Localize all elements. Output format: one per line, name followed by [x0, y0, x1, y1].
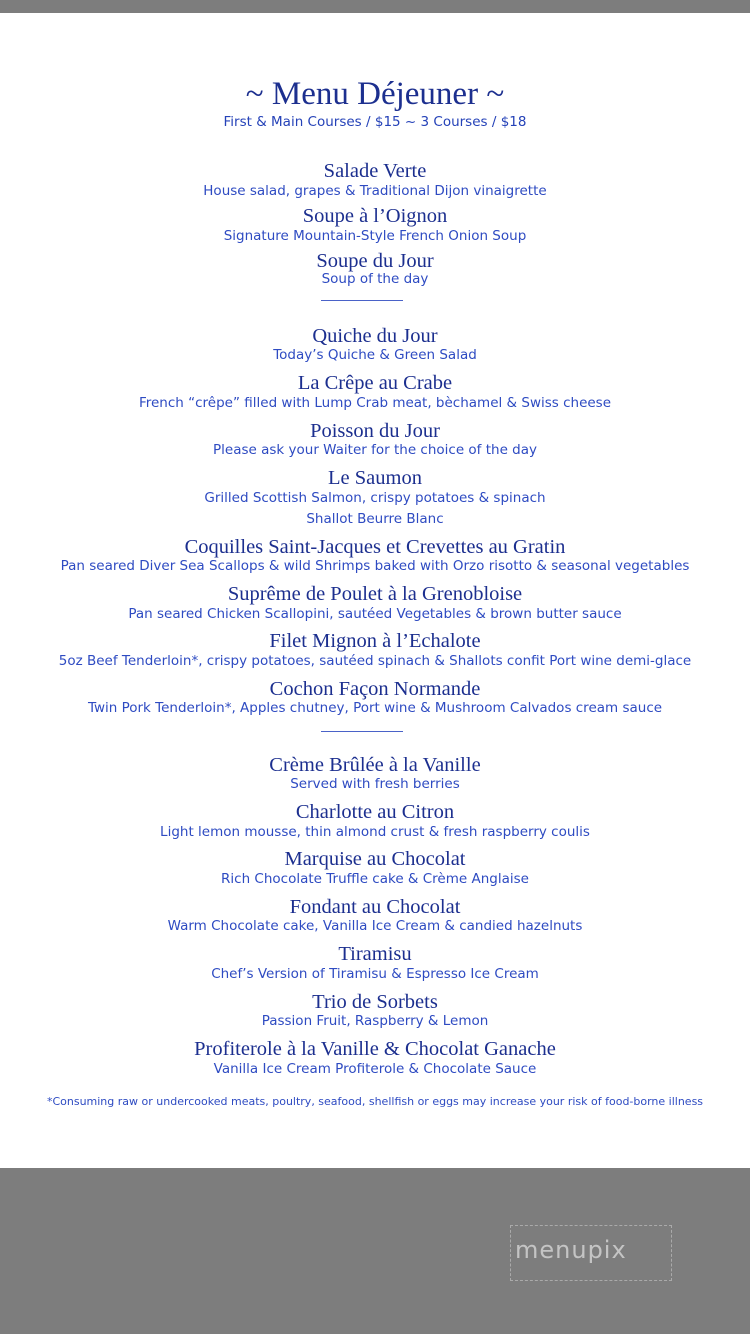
top-bar: [0, 0, 750, 13]
dish-description: Today’s Quiche & Green Salad: [273, 347, 477, 363]
dish-name: Le Saumon: [328, 467, 422, 489]
dish-name: Poisson du Jour: [310, 420, 440, 442]
dish-name: Quiche du Jour: [312, 325, 438, 347]
dish-description: Grilled Scottish Salmon, crispy potatoes & spinach: [204, 490, 546, 506]
dish-description: Soup of the day: [321, 271, 429, 287]
dish-name: Profiterole à la Vanille & Chocolat Ganache: [194, 1038, 556, 1060]
dish-name: Salade Verte: [323, 160, 427, 182]
section-divider: [321, 731, 403, 732]
dish-description: Served with fresh berries: [290, 776, 460, 792]
dish-description: House salad, grapes & Traditional Dijon vinaigrette: [203, 183, 547, 199]
dish-description: Shallot Beurre Blanc: [306, 511, 444, 527]
dish-name: Tiramisu: [338, 943, 412, 965]
menu-subtitle: First & Main Courses / $15 ~ 3 Courses / $18: [223, 114, 527, 130]
dish-name: Charlotte au Citron: [295, 801, 455, 823]
dish-name: La Crêpe au Crabe: [297, 372, 453, 394]
dish-description: French “crêpe” filled with Lump Crab meat, bèchamel & Swiss cheese: [138, 395, 612, 411]
dish-name: Cochon Façon Normande: [269, 678, 481, 700]
dish-name: Soupe du Jour: [316, 250, 434, 272]
dish-name: Crème Brûlée à la Vanille: [269, 754, 481, 776]
dish-description: Please ask your Waiter for the choice of the day: [213, 442, 537, 458]
allergy-footnote: *Consuming raw or undercooked meats, poultry, seafood, shellfish or eggs may increase your risk of food-borne illness: [46, 1095, 704, 1108]
dish-name: Fondant au Chocolat: [289, 896, 461, 918]
dish-name: Trio de Sorbets: [312, 991, 438, 1013]
dish-description: Vanilla Ice Cream Profiterole & Chocolate Sauce: [213, 1061, 537, 1077]
dish-description: Light lemon mousse, thin almond crust & fresh raspberry coulis: [160, 824, 590, 840]
dish-name: Soupe à l’Oignon: [302, 205, 448, 227]
dish-name: Marquise au Chocolat: [284, 848, 466, 870]
dish-name: Coquilles Saint-Jacques et Crevettes au Gratin: [184, 536, 566, 558]
section-divider: [321, 300, 403, 301]
dish-description: Rich Chocolate Truffle cake & Crème Anglaise: [221, 871, 529, 887]
dish-name: Suprême de Poulet à la Grenobloise: [227, 583, 523, 605]
dish-description: Warm Chocolate cake, Vanilla Ice Cream & candied hazelnuts: [167, 918, 583, 934]
menu-title: ~ Menu Déjeuner ~: [245, 76, 505, 112]
watermark-logo: menupix: [515, 1236, 627, 1264]
dish-description: Pan seared Chicken Scallopini, sautéed Vegetables & brown butter sauce: [128, 606, 622, 622]
dish-description: Signature Mountain-Style French Onion Soup: [223, 228, 527, 244]
dish-name: Filet Mignon à l’Echalote: [269, 630, 481, 652]
dish-description: 5oz Beef Tenderloin*, crispy potatoes, sautéed spinach & Shallots confit Port wine demi-glace: [58, 653, 692, 669]
dish-description: Chef’s Version of Tiramisu & Espresso Ice Cream: [211, 966, 539, 982]
dish-description: Passion Fruit, Raspberry & Lemon: [261, 1013, 489, 1029]
dish-description: Pan seared Diver Sea Scallops & wild Shrimps baked with Orzo risotto & seasonal vegetables: [60, 558, 690, 574]
dish-description: Twin Pork Tenderloin*, Apples chutney, Port wine & Mushroom Calvados cream sauce: [87, 700, 663, 716]
